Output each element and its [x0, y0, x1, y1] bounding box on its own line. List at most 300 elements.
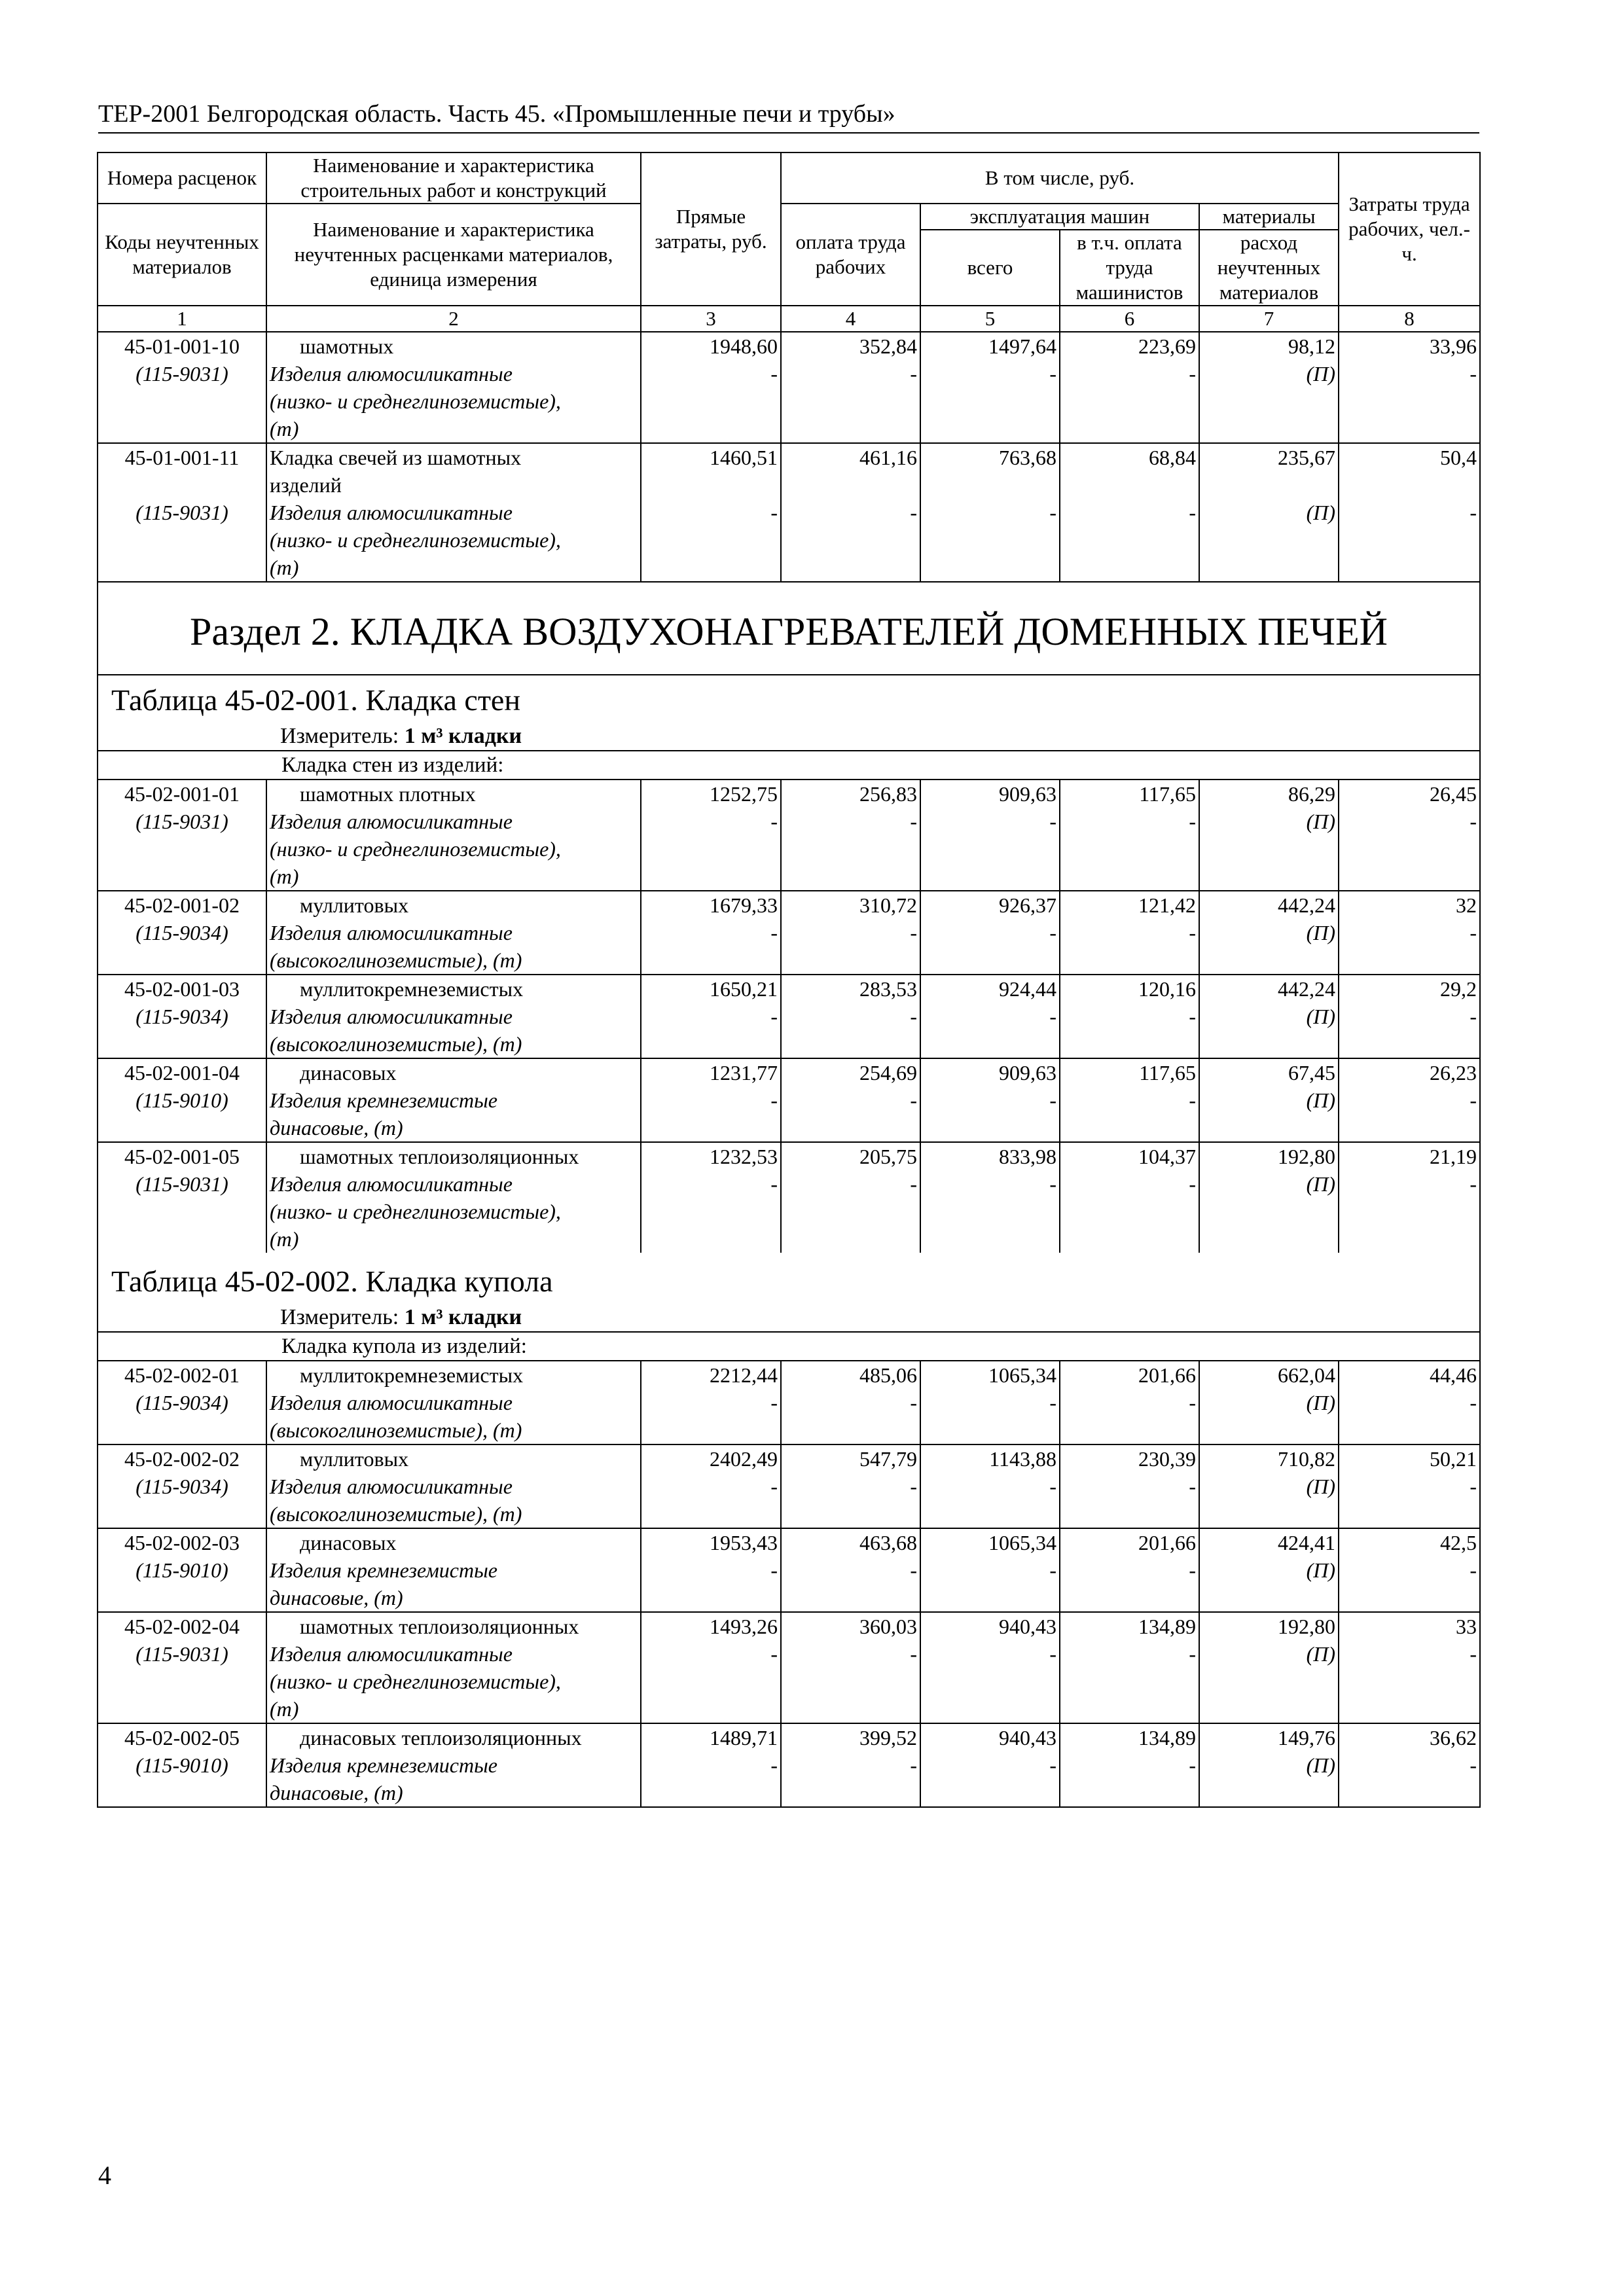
dash: - [920, 1389, 1060, 1416]
direct-cost: 1231,77 [641, 1058, 781, 1086]
measure-value: 1 м³ кладки [404, 1305, 522, 1329]
machine-total: 926,37 [920, 891, 1060, 919]
section-title: Раздел 2. КЛАДКА ВОЗДУХОНАГРЕВАТЕЛЕЙ ДОМЕННЫХ ПЕЧЕЙ [98, 582, 1480, 675]
material-row [98, 808, 1480, 835]
materials: 86,29 [1199, 780, 1339, 808]
empty-cell [920, 1198, 1060, 1225]
material-class: (П) [1199, 1556, 1339, 1584]
wages: 283,53 [781, 975, 920, 1003]
material-class: (П) [1199, 1389, 1339, 1416]
col-name-bottom: Наименование и характеристика неучтенных расценками материалов, единица измерения [266, 204, 641, 306]
machinist-wages: 104,37 [1060, 1142, 1199, 1170]
empty-cell [1060, 1668, 1199, 1695]
material-row [98, 1500, 1480, 1528]
dash: - [781, 1170, 920, 1198]
labor: 32 [1339, 891, 1480, 919]
labor: 36,62 [1339, 1723, 1480, 1751]
machine-total: 1065,34 [920, 1528, 1060, 1556]
labor: 42,5 [1339, 1528, 1480, 1556]
material-code: (115-9031) [98, 1640, 266, 1668]
material-row [98, 1225, 1480, 1253]
material-code [98, 1225, 266, 1253]
material-name: (т) [266, 415, 641, 443]
wages: 254,69 [781, 1058, 920, 1086]
dash: - [1339, 919, 1480, 946]
direct-cost: 1948,60 [641, 332, 781, 360]
wages: 310,72 [781, 891, 920, 919]
material-class: (П) [1199, 919, 1339, 946]
material-row [98, 1114, 1480, 1142]
dash: - [1339, 499, 1480, 526]
table-row [98, 891, 1480, 919]
material-row [98, 387, 1480, 415]
table-title: Таблица 45-02-002. Кладка купола [98, 1257, 1480, 1304]
direct-cost: 1493,26 [641, 1612, 781, 1640]
dash: - [781, 1389, 920, 1416]
direct-cost: 2402,49 [641, 1444, 781, 1473]
material-row [98, 526, 1480, 554]
dash: - [781, 360, 920, 387]
material-name: (высокоглиноземистые), (т) [266, 946, 641, 975]
dash: - [920, 1556, 1060, 1584]
material-code [98, 946, 266, 975]
empty-cell [641, 835, 781, 863]
material-row [98, 1003, 1480, 1030]
rate-name: муллитокремнеземистых [266, 1361, 641, 1389]
measure-row [98, 723, 1480, 751]
empty-cell [920, 1500, 1060, 1528]
empty-cell [1060, 946, 1199, 975]
col-unaccounted: расход неучтенных материалов [1199, 230, 1339, 306]
dash: - [920, 360, 1060, 387]
dash: - [1060, 360, 1199, 387]
empty-cell [1199, 1695, 1339, 1723]
machinist-wages: 68,84 [1060, 443, 1199, 471]
dash: - [781, 919, 920, 946]
group-header: Кладка купола из изделий: [98, 1332, 1480, 1361]
machine-total: 833,98 [920, 1142, 1060, 1170]
dash: - [1060, 1556, 1199, 1584]
materials: 235,67 [1199, 443, 1339, 471]
measure-label: Измеритель: [280, 1305, 405, 1329]
col-wages: оплата труда рабочих [781, 204, 920, 306]
col-num: 2 [266, 306, 641, 332]
empty-cell [1060, 863, 1199, 891]
empty-cell [920, 1584, 1060, 1612]
wages: 547,79 [781, 1444, 920, 1473]
rate-code: 45-02-002-03 [98, 1528, 266, 1556]
material-name: Изделия алюмосиликатные [266, 919, 641, 946]
rate-code: 45-01-001-11 [98, 443, 266, 471]
wages: 461,16 [781, 443, 920, 471]
empty-cell [1060, 1114, 1199, 1142]
machinist-wages: 223,69 [1060, 332, 1199, 360]
direct-cost: 1232,53 [641, 1142, 781, 1170]
material-row [98, 1556, 1480, 1584]
table-row [98, 1142, 1480, 1170]
material-code [98, 1779, 266, 1807]
material-code: (115-9034) [98, 919, 266, 946]
empty-cell [1060, 1416, 1199, 1444]
material-code [98, 387, 266, 415]
wages: 399,52 [781, 1723, 920, 1751]
labor: 50,4 [1339, 443, 1480, 471]
materials: 442,24 [1199, 975, 1339, 1003]
material-row [98, 919, 1480, 946]
empty-cell [1339, 1225, 1480, 1253]
material-code: (115-9034) [98, 1003, 266, 1030]
empty-cell [1339, 863, 1480, 891]
empty-cell [641, 1500, 781, 1528]
machine-total: 1143,88 [920, 1444, 1060, 1473]
empty-cell [920, 1225, 1060, 1253]
empty-cell [1060, 526, 1199, 554]
empty-cell [1339, 1500, 1480, 1528]
material-row [98, 1198, 1480, 1225]
empty-cell [1199, 1584, 1339, 1612]
empty-cell [920, 1030, 1060, 1058]
empty-cell [1339, 387, 1480, 415]
material-name: Изделия алюмосиликатные [266, 1170, 641, 1198]
empty-cell [641, 946, 781, 975]
material-row [98, 1584, 1480, 1612]
material-code: (115-9031) [98, 808, 266, 835]
table-row [98, 332, 1480, 360]
empty-cell [1199, 835, 1339, 863]
rate-name: динасовых [266, 1528, 641, 1556]
table-row [98, 1058, 1480, 1086]
materials: 192,80 [1199, 1142, 1339, 1170]
material-code [98, 863, 266, 891]
machinist-wages: 201,66 [1060, 1528, 1199, 1556]
materials: 98,12 [1199, 332, 1339, 360]
empty-cell [1199, 526, 1339, 554]
empty-cell [781, 415, 920, 443]
material-name: (высокоглиноземистые), (т) [266, 1416, 641, 1444]
group-header-row [98, 1332, 1480, 1361]
rate-code: 45-02-001-05 [98, 1142, 266, 1170]
materials: 442,24 [1199, 891, 1339, 919]
table-row [98, 975, 1480, 1003]
table-body [98, 332, 1480, 1807]
machinist-wages: 117,65 [1060, 1058, 1199, 1086]
material-row [98, 1473, 1480, 1500]
materials: 192,80 [1199, 1612, 1339, 1640]
dash: - [641, 808, 781, 835]
labor: 21,19 [1339, 1142, 1480, 1170]
empty-cell [781, 946, 920, 975]
empty-cell [1199, 1114, 1339, 1142]
material-code [98, 1416, 266, 1444]
dash: - [1060, 919, 1199, 946]
material-code [98, 1030, 266, 1058]
dash: - [641, 1473, 781, 1500]
material-name: (т) [266, 554, 641, 582]
empty-cell [641, 1695, 781, 1723]
material-code [98, 554, 266, 582]
dash: - [920, 919, 1060, 946]
material-row [98, 1751, 1480, 1779]
table-row [98, 1528, 1480, 1556]
col-labor: Затраты труда рабочих, чел.-ч. [1339, 152, 1480, 306]
empty-cell [920, 1114, 1060, 1142]
rate-name: шамотных [266, 332, 641, 360]
labor: 33,96 [1339, 332, 1480, 360]
material-row [98, 1086, 1480, 1114]
dash: - [1339, 1473, 1480, 1500]
material-name: (низко- и среднеглиноземистые), [266, 835, 641, 863]
empty-cell [1060, 1500, 1199, 1528]
dash: - [920, 1086, 1060, 1114]
empty-cell [1060, 387, 1199, 415]
empty-cell [1199, 554, 1339, 582]
material-row [98, 415, 1480, 443]
dash: - [641, 499, 781, 526]
dash: - [641, 1086, 781, 1114]
empty-cell [1060, 554, 1199, 582]
col-machine-total: всего [920, 230, 1060, 306]
col-num: 4 [781, 306, 920, 332]
material-name: (т) [266, 1695, 641, 1723]
machinist-wages: 134,89 [1060, 1723, 1199, 1751]
machinist-wages: 134,89 [1060, 1612, 1199, 1640]
materials: 149,76 [1199, 1723, 1339, 1751]
direct-cost: 1460,51 [641, 443, 781, 471]
wages: 463,68 [781, 1528, 920, 1556]
empty-cell [781, 1779, 920, 1807]
empty-cell [641, 554, 781, 582]
material-row [98, 946, 1480, 975]
material-code: (115-9010) [98, 1086, 266, 1114]
rate-code: 45-02-001-01 [98, 780, 266, 808]
empty-cell [920, 1668, 1060, 1695]
empty-cell [1339, 554, 1480, 582]
labor: 26,45 [1339, 780, 1480, 808]
empty-cell [1199, 1668, 1339, 1695]
material-name: Изделия алюмосиликатные [266, 808, 641, 835]
material-class: (П) [1199, 1003, 1339, 1030]
material-name: (высокоглиноземистые), (т) [266, 1030, 641, 1058]
wages: 485,06 [781, 1361, 920, 1389]
machine-total: 763,68 [920, 443, 1060, 471]
material-name: (высокоглиноземистые), (т) [266, 1500, 641, 1528]
empty-cell [781, 526, 920, 554]
dash: - [781, 808, 920, 835]
dash: - [1060, 808, 1199, 835]
material-class: (П) [1199, 1473, 1339, 1500]
material-code: (115-9031) [98, 360, 266, 387]
material-code [98, 415, 266, 443]
material-row [98, 1695, 1480, 1723]
labor: 26,23 [1339, 1058, 1480, 1086]
dash: - [1339, 1086, 1480, 1114]
measure-row [98, 1304, 1480, 1332]
empty-cell [1060, 1695, 1199, 1723]
dash: - [1060, 1389, 1199, 1416]
material-name: Изделия алюмосиликатные [266, 1640, 641, 1668]
materials: 424,41 [1199, 1528, 1339, 1556]
direct-cost: 1489,71 [641, 1723, 781, 1751]
empty-cell [1339, 835, 1480, 863]
machinist-wages: 230,39 [1060, 1444, 1199, 1473]
table-title: Таблица 45-02-001. Кладка стен [98, 675, 1480, 723]
empty-cell [641, 1668, 781, 1695]
material-code [98, 1695, 266, 1723]
material-class: (П) [1199, 1170, 1339, 1198]
col-name-top: Наименование и характеристика строительных работ и конструкций [266, 152, 641, 204]
col-num: 3 [641, 306, 781, 332]
empty-cell [1339, 1668, 1480, 1695]
empty-cell [781, 1416, 920, 1444]
rate-code: 45-01-001-10 [98, 332, 266, 360]
empty-cell [920, 1779, 1060, 1807]
material-row [98, 1779, 1480, 1807]
material-code [98, 1668, 266, 1695]
empty-cell [1060, 835, 1199, 863]
empty-cell [1339, 946, 1480, 975]
material-row [98, 1030, 1480, 1058]
table-row [98, 1361, 1480, 1389]
direct-cost: 1679,33 [641, 891, 781, 919]
empty-cell [1060, 1030, 1199, 1058]
material-name: (низко- и среднеглиноземистые), [266, 387, 641, 415]
empty-cell [1060, 1225, 1199, 1253]
measure [98, 1304, 1480, 1332]
col-machine: эксплуатация машин [920, 204, 1199, 230]
dash: - [920, 1473, 1060, 1500]
rate-name-cont: изделий [266, 471, 641, 499]
rate-code: 45-02-002-01 [98, 1361, 266, 1389]
empty-cell [1199, 946, 1339, 975]
material-code [98, 835, 266, 863]
machinist-wages: 120,16 [1060, 975, 1199, 1003]
empty-cell [1199, 1779, 1339, 1807]
empty-cell [1199, 1416, 1339, 1444]
material-code: (115-9010) [98, 1751, 266, 1779]
dash: - [781, 1086, 920, 1114]
materials: 67,45 [1199, 1058, 1339, 1086]
empty-cell [1199, 387, 1339, 415]
empty-cell [1060, 415, 1199, 443]
dash: - [1339, 1170, 1480, 1198]
empty-cell [1339, 1779, 1480, 1807]
empty-cell [781, 471, 920, 499]
dash: - [1339, 1751, 1480, 1779]
wages: 352,84 [781, 332, 920, 360]
material-code [98, 1584, 266, 1612]
empty-cell [641, 1198, 781, 1225]
empty-cell [1199, 1030, 1339, 1058]
material-class: (П) [1199, 499, 1339, 526]
material-row [98, 863, 1480, 891]
empty-cell [1060, 1584, 1199, 1612]
table-title-row [98, 1257, 1480, 1304]
group-header-row [98, 751, 1480, 780]
direct-cost: 1953,43 [641, 1528, 781, 1556]
empty-cell [781, 1668, 920, 1695]
empty-cell [641, 387, 781, 415]
dash: - [781, 1751, 920, 1779]
machine-total: 924,44 [920, 975, 1060, 1003]
col-codes: Коды неучтенных материалов [98, 204, 266, 306]
table-row [98, 1612, 1480, 1640]
direct-cost: 2212,44 [641, 1361, 781, 1389]
material-name: динасовые, (т) [266, 1584, 641, 1612]
empty-cell [1199, 1198, 1339, 1225]
wages: 205,75 [781, 1142, 920, 1170]
rate-name: шамотных плотных [266, 780, 641, 808]
machine-total: 940,43 [920, 1612, 1060, 1640]
rate-name: Кладка свечей из шамотных [266, 443, 641, 471]
rate-name: муллитовых [266, 891, 641, 919]
rate-code: 45-02-002-04 [98, 1612, 266, 1640]
labor: 44,46 [1339, 1361, 1480, 1389]
empty-cell [641, 526, 781, 554]
dash: - [781, 1640, 920, 1668]
dash: - [781, 1003, 920, 1030]
material-name: Изделия кремнеземистые [266, 1086, 641, 1114]
material-name: (низко- и среднеглиноземистые), [266, 526, 641, 554]
empty-cell [641, 1114, 781, 1142]
empty-cell [1199, 1225, 1339, 1253]
dash: - [1060, 499, 1199, 526]
empty-cell [920, 387, 1060, 415]
empty-cell [781, 1198, 920, 1225]
material-name: динасовые, (т) [266, 1114, 641, 1142]
rates-table [97, 152, 1481, 1808]
dash: - [641, 360, 781, 387]
empty-cell [781, 1225, 920, 1253]
col-rate-number: Номера расценок [98, 152, 266, 204]
material-row [98, 499, 1480, 526]
dash: - [1339, 1556, 1480, 1584]
material-name: Изделия алюмосиликатные [266, 1389, 641, 1416]
dash: - [1060, 1751, 1199, 1779]
material-code [98, 1500, 266, 1528]
material-name: Изделия алюмосиликатные [266, 499, 641, 526]
empty-cell [781, 863, 920, 891]
empty-cell [1199, 471, 1339, 499]
dash: - [920, 1640, 1060, 1668]
dash: - [1339, 360, 1480, 387]
material-class: (П) [1199, 808, 1339, 835]
materials: 710,82 [1199, 1444, 1339, 1473]
dash: - [641, 1640, 781, 1668]
labor: 29,2 [1339, 975, 1480, 1003]
empty-cell [1339, 415, 1480, 443]
empty-cell [641, 415, 781, 443]
material-class: (П) [1199, 1640, 1339, 1668]
labor: 33 [1339, 1612, 1480, 1640]
empty-cell [781, 1584, 920, 1612]
dash: - [1060, 1086, 1199, 1114]
page-number: 4 [98, 2161, 111, 2190]
empty-cell [1339, 526, 1480, 554]
machine-total: 909,63 [920, 1058, 1060, 1086]
col-num: 5 [920, 306, 1060, 332]
col-num: 6 [1060, 306, 1199, 332]
empty-cell [641, 1225, 781, 1253]
material-row [98, 1640, 1480, 1668]
empty-cell [1339, 1695, 1480, 1723]
empty-cell [920, 526, 1060, 554]
empty-cell [920, 471, 1060, 499]
table-row [98, 1723, 1480, 1751]
empty-cell [781, 387, 920, 415]
empty-cell [920, 1695, 1060, 1723]
material-code: (115-9031) [98, 1170, 266, 1198]
empty-cell [920, 863, 1060, 891]
